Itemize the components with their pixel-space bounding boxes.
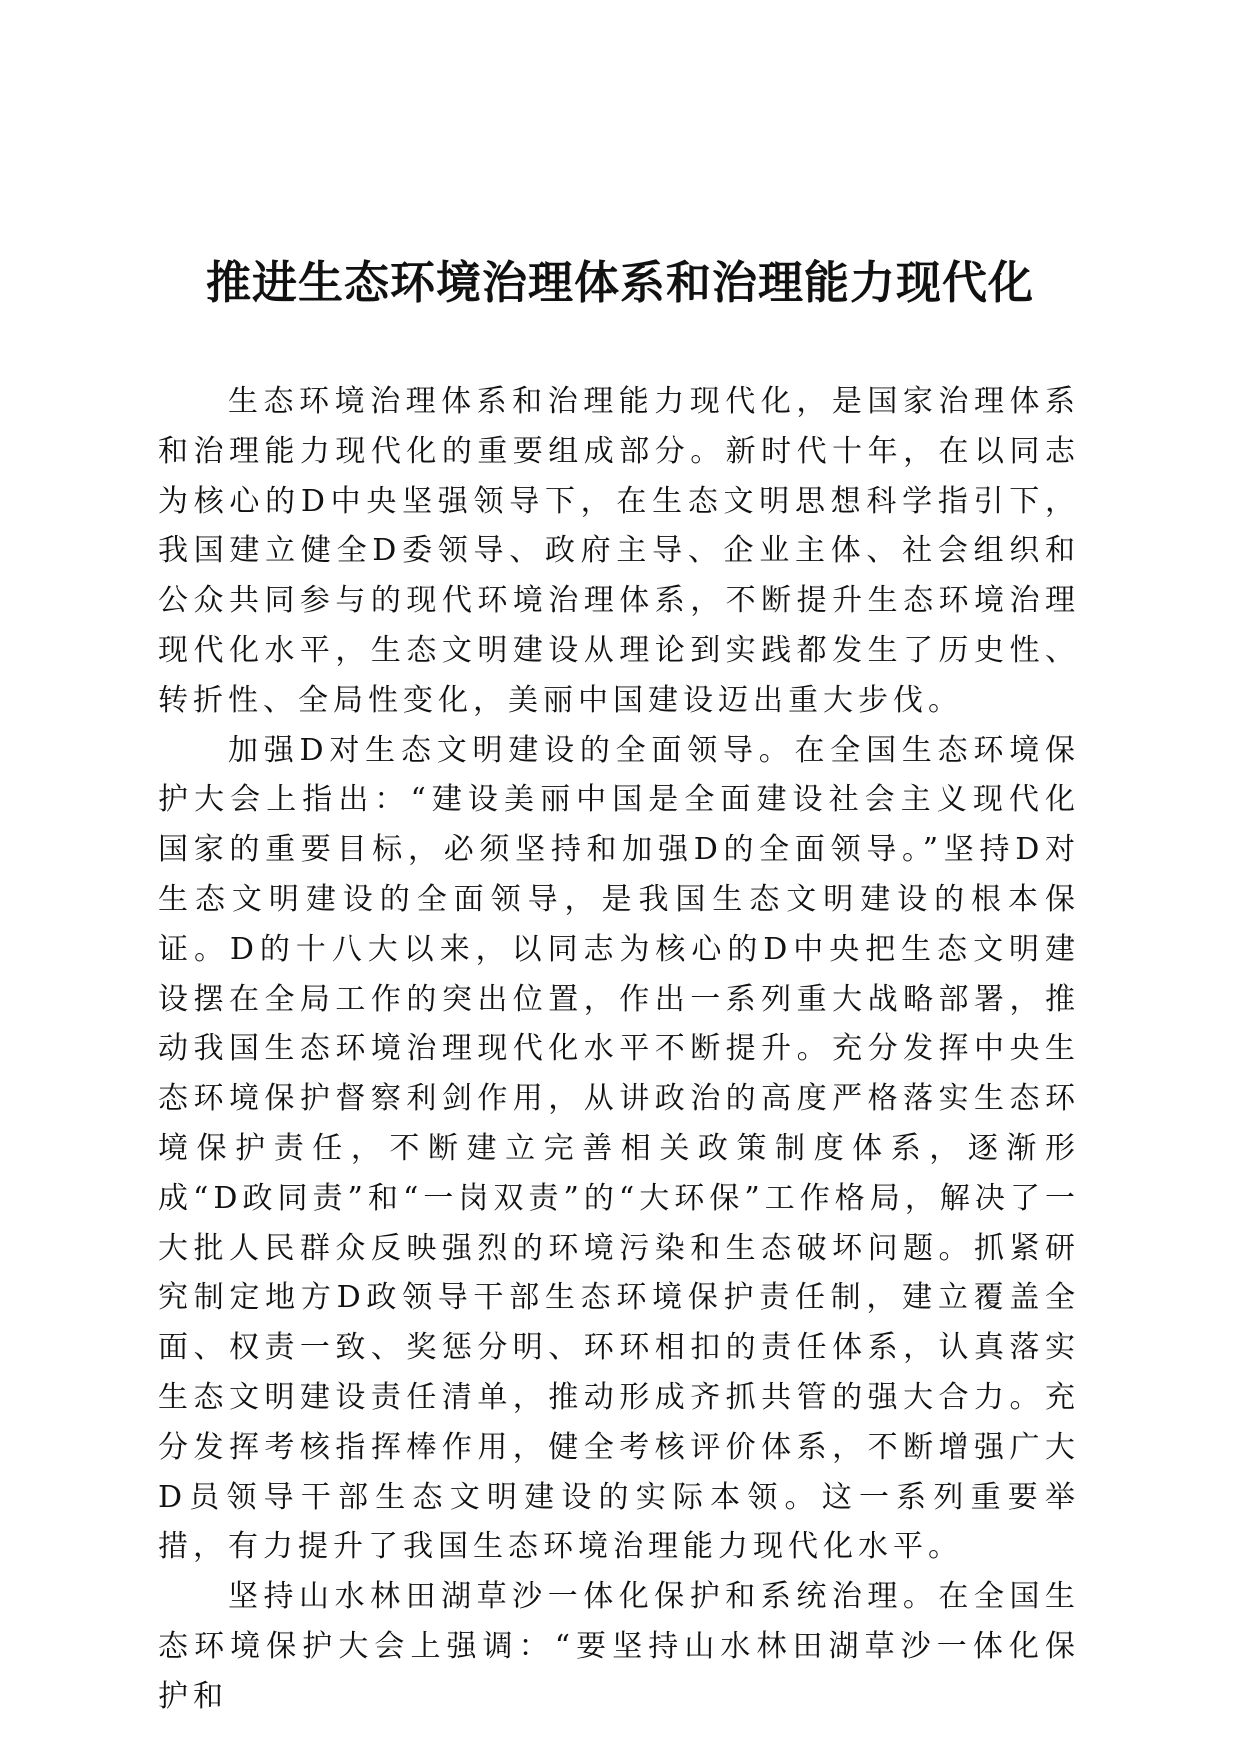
paragraph-leadership: 加强D对生态文明建设的全面领导。在全国生态环境保护大会上指出：“建设美丽中国是全面建设社会主义现代化国家的重要目标，必须坚持和加强D的全面领导。”坚持D对生态文明建设的全面领导，是我国生态文明建设的根本保证。D的十八大以来，以同志为核心的D中央把生态文明建设摆在全局工作的突出位置，作出一系列重大战略部署，推动我国生态环境治理现代化水平不断提升。充分发挥中央生态环境保护督察利剑作用，从讲政治的高度严格落实生态环境保护责任，不断建立完善相关政策制度体系，逐渐形成“D政同责”和“一岗双责”的“大环保”工作格局，解决了一大批人民群众反映强烈的环境污染和生态破坏问题。抓紧研究制定地方D政领导干部生态环境保护责任制，建立覆盖全面、权责一致、奖惩分明、环环相扣的责任体系，认真落实生态文明建设责任清单，推动形成齐抓共管的强大合力。充分发挥考核指挥棒作用，健全考核评价体系，不断增强广大D员领导干部生态文明建设的实际本领。这一系列重要举措，有力提升了我国生态环境治理能力现代化水平。 (158, 732, 1080, 1565)
paragraph-integrated-protection: 坚持山水林田湖草沙一体化保护和系统治理。在全国生态环境保护大会上强调：“要坚持山水林田湖草沙一体化保护和 (158, 1579, 1080, 1714)
paragraph-intro: 生态环境治理体系和治理能力现代化，是国家治理体系和治理能力现代化的重要组成部分。新时代十年，在以同志为核心的D中央坚强领导下，在生态文明思想科学指引下，我国建立健全D委领导、政府主导、企业主体、社会组织和公众共同参与的现代环境治理体系，不断提升生态环境治理现代化水平，生态文明建设从理论到实践都发生了历史性、转折性、全局性变化，美丽中国建设迈出重大步伐。 (158, 384, 1080, 718)
document-body (158, 377, 1080, 1722)
document-title: 推进生态环境治理体系和治理能力现代化 (205, 256, 1034, 309)
